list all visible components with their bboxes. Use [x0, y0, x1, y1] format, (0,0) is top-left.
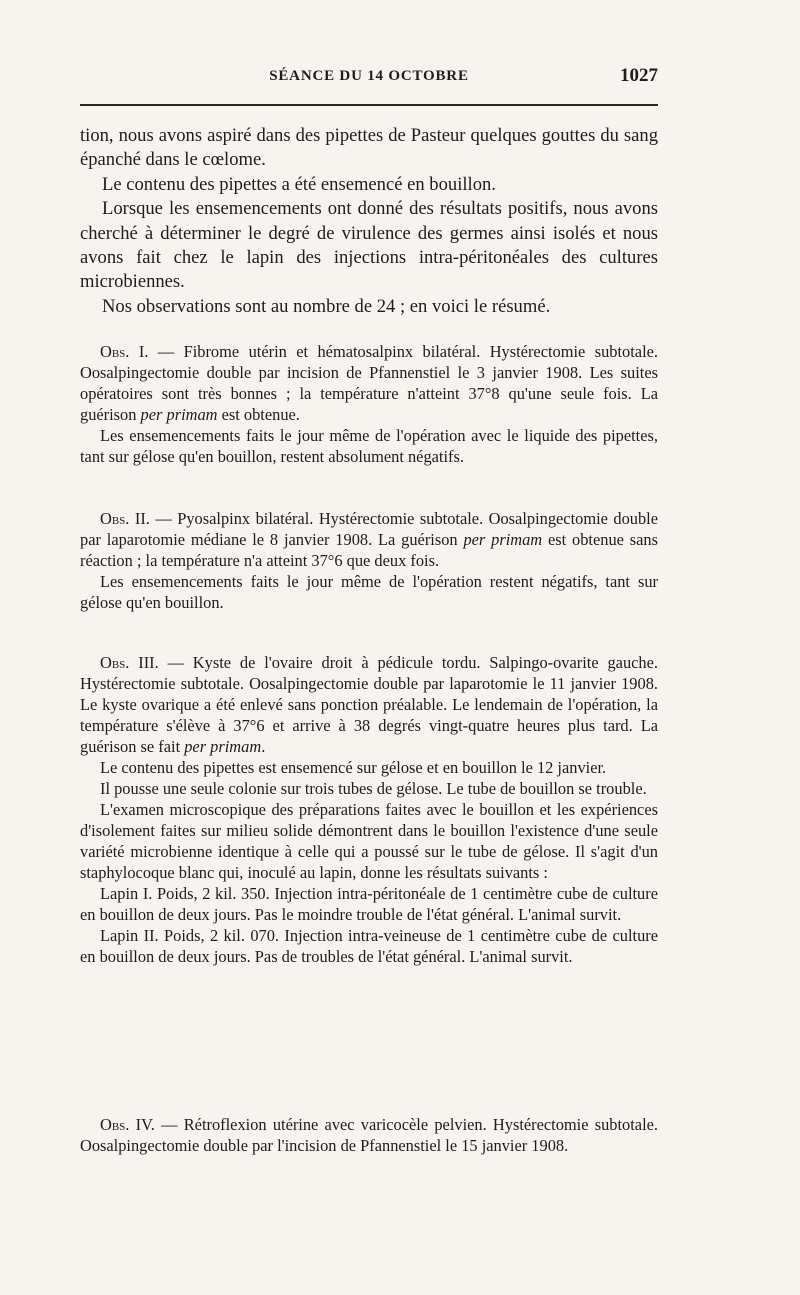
header-title: SÉANCE DU 14 OCTOBRE: [269, 68, 469, 84]
observation-paragraph: L'examen microscopique des préparations faites avec le bouillon et les expériences d'isolement faites sur milieu solide démontrent dans le bouillon l'existence d'une seule variété microbienne identique à celle qui a poussé sur le tube de gélose. Il s'agit d'un staphylocoque blanc qui, inoculé au lapin, donne les résultats suivants :: [80, 800, 658, 882]
observation-label: Obs. III.: [100, 653, 159, 672]
intro-paragraph: tion, nous avons aspiré dans des pipettes de Pasteur quelques gouttes du sang épanché dans le cœlome.: [80, 125, 658, 171]
intro-paragraph: Nos observations sont au nombre de 24 ; en voici le résumé.: [102, 295, 551, 317]
observation-paragraph: Les ensemencements faits le jour même de l'opération avec le liquide des pipettes, tant sur gélose qu'en bouillon, restent absolument négatifs.: [80, 426, 658, 466]
running-header: [80, 66, 658, 92]
italic-phrase: per primam: [184, 737, 262, 756]
observation-3: [80, 652, 658, 967]
intro-paragraph: Lorsque les ensemencements ont donné des résultats positifs, nous avons cherché à déterminer le degré de virulence des germes ainsi isolés et nous avons fait chez le lapin des injections intra-péritonéales des cultures microbiennes.: [80, 198, 658, 293]
italic-phrase: per primam: [463, 530, 543, 549]
observation-summary: [80, 508, 658, 571]
header-rule: [80, 104, 658, 106]
observation-paragraph: Il pousse une seule colonie sur trois tubes de gélose. Le tube de bouillon se trouble.: [100, 779, 647, 798]
observation-label: Obs. II.: [100, 509, 150, 528]
observation-summary: [80, 341, 658, 425]
observation-title-end: est obtenue.: [217, 405, 300, 424]
observation-summary: [80, 652, 658, 757]
intro-text: [80, 124, 658, 319]
observation-title: — Pyosalpinx bilatéral. Hystérectomie subtotale. Oosalpingectomie double par laparotomie médiane le 8 janvier 1908. La guérison: [80, 509, 658, 549]
observation-paragraph: Le contenu des pipettes est ensemencé sur gélose et en bouillon le 12 janvier.: [100, 758, 607, 777]
observation-summary: [80, 1114, 658, 1156]
observation-paragraph: Les ensemencements faits le jour même de l'opération restent négatifs, tant sur gélose qu'en bouillon.: [80, 572, 658, 612]
observation-title-end: est obtenue sans réaction ; la température n'a atteint 37°6 que deux fois.: [80, 530, 658, 570]
italic-phrase: per primam: [140, 405, 218, 424]
intro-paragraph: Le contenu des pipettes a été ensemencé en bouillon.: [102, 173, 496, 195]
observation-paragraph: Lapin II. Poids, 2 kil. 070. Injection intra-veineuse de 1 centimètre cube de culture en bouillon de deux jours. Pas de troubles de l'état général. L'animal survit.: [80, 926, 658, 966]
observation-label: Obs. IV.: [100, 1115, 155, 1134]
observation-4: [80, 1114, 658, 1156]
observation-2: [80, 508, 658, 613]
observation-1: [80, 341, 658, 467]
page-number: 1027: [620, 65, 658, 86]
observation-title-end: .: [261, 737, 266, 756]
observation-label: Obs. I.: [100, 342, 149, 361]
observation-title: — Kyste de l'ovaire droit à pédicule tordu. Salpingo-ovarite gauche. Hystérectomie subtotale. Oosalpingectomie double par laparotomie le 11 janvier 1908. Le kyste ovarique a été enlevé sans ponction préalable. Le lendemain de l'opération, la température s'élève à 37°6 et arrive à 38 degrés vingt-quatre heures plus tard. La guérison se fait: [80, 653, 658, 756]
observation-title: — Fibrome utérin et hématosalpinx bilatéral. Hystérectomie subtotale. Oosalpingectomie double par incision de Pfannenstiel le 3 janvier 1908. Les suites opératoires sont très bonnes ; la température n'atteint 37°8 qu'une seule fois. La guérison: [80, 342, 658, 424]
observation-paragraph: Lapin I. Poids, 2 kil. 350. Injection intra-péritonéale de 1 centimètre cube de culture en bouillon de deux jours. Pas le moindre trouble de l'état général. L'animal survit.: [80, 884, 658, 924]
observation-title: — Rétroflexion utérine avec varicocèle pelvien. Hystérectomie subtotale. Oosalpingectomie double par l'incision de Pfannenstiel le 15 janvier 1908.: [80, 1115, 659, 1155]
